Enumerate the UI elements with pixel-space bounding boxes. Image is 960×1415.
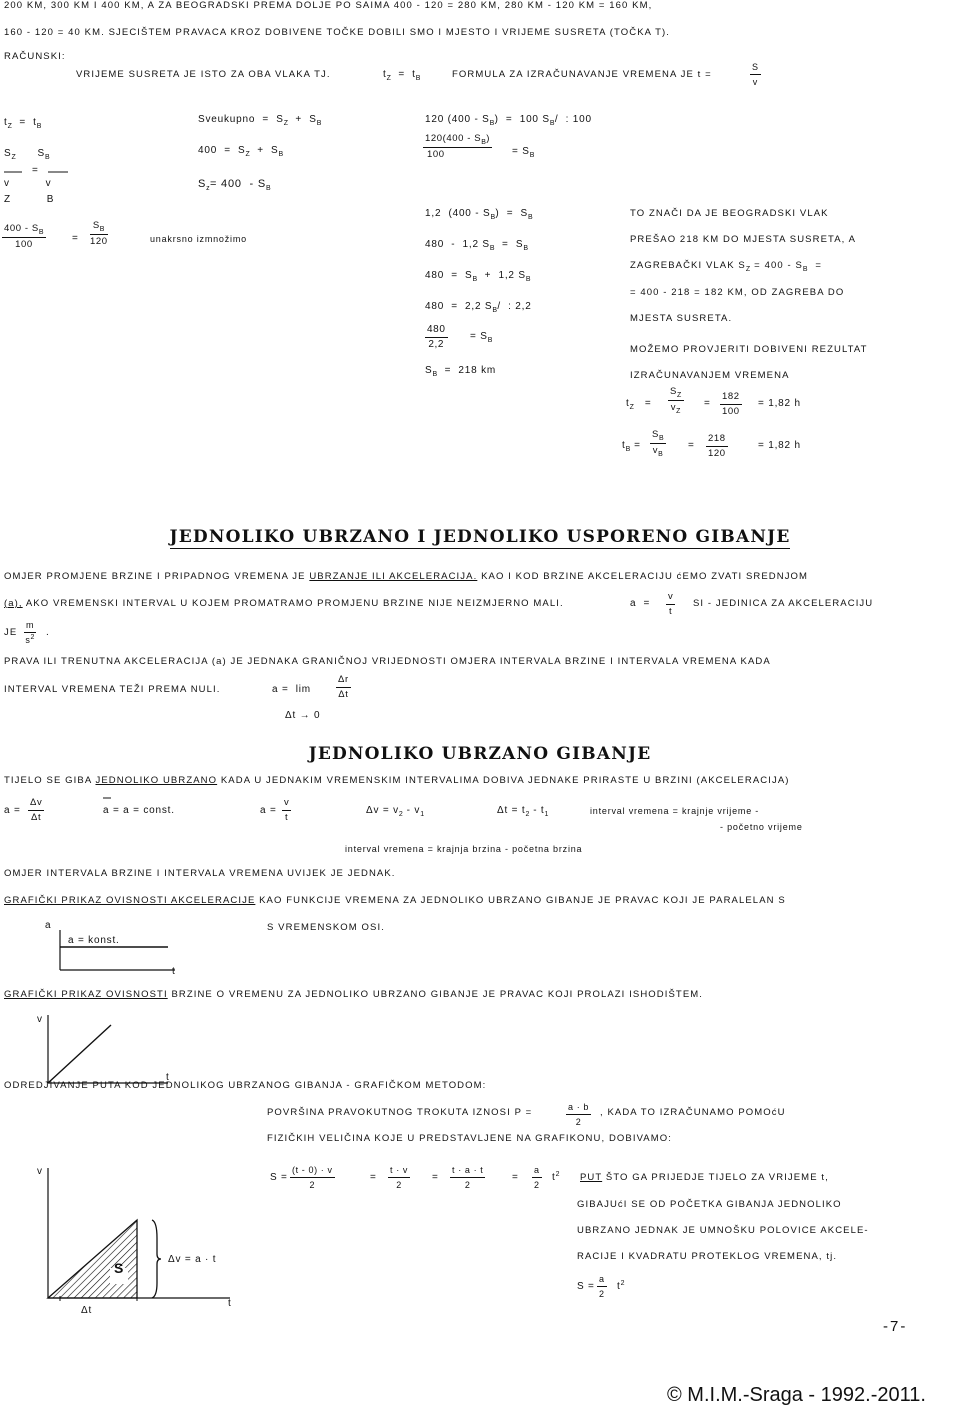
s1-frac-m-s2: m $s^2$: [25, 620, 35, 645]
overline-a: [103, 797, 113, 800]
eq-equals-2: =: [72, 233, 79, 244]
s1-dt0: Δt → 0: [285, 710, 321, 721]
graph1-axis-t: t: [172, 966, 176, 977]
s1-period: .: [46, 627, 50, 638]
graph2-axis-t: t: [166, 1072, 170, 1083]
s1-frac-v-t: v t: [668, 591, 674, 617]
eq-12-400-sb: 1,2 $(400 - S_B) = S_B$: [425, 208, 533, 221]
section2-title: JEDNOLIKO UBRZANO GIBANJE: [308, 744, 652, 764]
eq-equals: =: [32, 165, 39, 176]
graph2-v-linear: [48, 1015, 173, 1087]
eq-480-12sb: 480 - 1,2 $S_B = S_B$: [425, 239, 529, 252]
eq-z-b: Z B: [4, 194, 55, 205]
s2-frac-dv-dt: Δv Δt: [30, 797, 43, 823]
eq-s-2: =: [432, 1172, 439, 1183]
eq-v-v: v v: [4, 178, 52, 189]
s2-dv-eq: $\Delta v = v_2 - v_1$: [366, 805, 425, 818]
top-line-3: VRIJEME SUSRETA JE ISTO ZA OBA VLAKA TJ.: [76, 69, 331, 80]
s2-interval1: interval vremena = krajnje vrijeme -: [590, 806, 760, 816]
s2-interval2: - početno vrijeme: [720, 822, 803, 832]
page-number: -7-: [883, 1318, 908, 1335]
frac-182-100: 182 100: [722, 391, 740, 417]
graph3-triangle: [48, 1168, 233, 1303]
eq-tz-tb: $t_Z = t_B$: [4, 117, 42, 130]
s1-frac-dr-dt: Δr Δt: [338, 674, 349, 700]
frac-a-2b: a 2: [599, 1274, 605, 1299]
s2-a-eq: a =: [4, 805, 21, 816]
s1-p2: (a), AKO VREMENSKI INTERVAL U KOJEM PROMATRAMO PROMJENU BRZINE NIJE NEIZMJERNO MALI.: [4, 598, 564, 609]
s2-frac-v-t: v t: [284, 797, 290, 823]
frac-400-sb-over-100: $400 - S_B$ 100: [4, 223, 44, 250]
eq-sz-400-sb: $S_z= 400 - S_B$: [198, 178, 271, 192]
frac-120-400-sb: $120(400 - S_B)$ 100: [425, 133, 490, 160]
frac-480-22: 480 2,2: [427, 324, 446, 350]
eq-480-22sb: 480 = 2,2 $S_B/$ : 2,2: [425, 301, 532, 314]
eq-tb: $t_B$ =: [622, 440, 641, 453]
s2-fizickih: FIZIČKIH VELIČINA KOJE U PREDSTAVLJENE NA GRAFIKONU, DOBIVAMO:: [267, 1133, 672, 1144]
result-tz: = 1,82 h: [758, 398, 801, 409]
formula-s-over-v: S v: [752, 62, 759, 87]
frac-sb-vb: $S_B$ $v_B$: [652, 429, 664, 458]
top-line-2: 160 - 120 = 40 KM. SJECIŠTEM PRAVACA KROZ DOBIVENE TOČKE DOBILI SMO I MJESTO I VRIJEME SUSRETA (TOČKA T).: [4, 27, 671, 38]
eq-equals-r2: =: [688, 440, 695, 451]
eq-s-3: =: [512, 1172, 519, 1183]
racunski-label: RAČUNSKI:: [4, 51, 66, 62]
s-final-eq: S =: [577, 1281, 595, 1292]
frac-sz-vz: $S_Z$ $v_Z$: [670, 386, 682, 415]
s1-p3: JE: [4, 627, 18, 638]
s2-graf1c: S VREMENSKOM OSI.: [267, 922, 385, 933]
s1-a-eq: a =: [630, 598, 651, 609]
s1-p2c: SI - JEDINICA ZA AKCELERACIJU: [693, 598, 874, 609]
frac-218-120: 218 120: [708, 433, 726, 459]
graph3-dv-eq: Δv = a · t: [168, 1254, 217, 1265]
frac-sb-over-120: $S_B$ 120: [90, 220, 108, 247]
eq-sb-218: $S_B = 218$ km: [425, 365, 497, 378]
s2-p1: TIJELO SE GIBA JEDNOLIKO UBRZANO KADA U JEDNAKIM VREMENSKIM INTERVALIMA DOBIVA JEDNAKE PRIRASTE U BRZINI (AKCELERACIJA): [4, 775, 790, 786]
frac-tv-2: t · v 2: [390, 1165, 408, 1190]
right-l3: ZAGREBAČKI VLAK $S_Z = 400 - S_B$ =: [630, 260, 823, 273]
frac-a-2: a 2: [534, 1165, 540, 1190]
graph3-axis-v: v: [37, 1166, 43, 1177]
s2-kada: , KADA TO IZRAČUNAMO POMOćU: [600, 1107, 786, 1118]
right-l1: TO ZNAČI DA JE BEOGRADSKI VLAK: [630, 208, 829, 219]
graph1-axis-a: a: [45, 920, 52, 931]
frac-ab-2: a · b 2: [568, 1102, 590, 1127]
right-l4: = 400 - 218 = 182 KM, OD ZAGREBA DO: [630, 287, 845, 298]
s2-omjer: OMJER INTERVALA BRZINE I INTERVALA VREMENA UVIJEK JE JEDNAK.: [4, 868, 396, 879]
s2-graf2: GRAFIČKI PRIKAZ OVISNOSTI BRZINE O VREMENU ZA JEDNOLIKO UBRZANO GIBANJE JE PRAVAC KOJI PROLAZI ISHODIŠTEM.: [4, 989, 704, 1000]
top-line-1: 200 KM, 300 KM I 400 KM, A ZA BEOGRADSKI PREMA DOLJE PO SAIMA 400 - 120 = 280 KM, 280 KM - 120 KM = 160 KM,: [4, 0, 653, 11]
graph3-axis-t: t: [228, 1298, 232, 1309]
eq-480-sb-12sb: $480 = S_B + 1,2$ $S_B$: [425, 270, 531, 283]
s2-a-eq2: a =: [260, 805, 277, 816]
s2-povrsina: POVRŠINA PRAVOKUTNOG TROKUTA IZNOSI P =: [267, 1107, 533, 1118]
eq-tz: $t_Z$ =: [626, 398, 652, 411]
graph1-akonst: a = konst.: [68, 935, 120, 946]
eq-sb: = $S_B$: [512, 146, 535, 159]
s2-r3: RACIJE I KVADRATU PROTEKLOG VREMENA, tj.: [577, 1251, 838, 1262]
s2-const: a = a = const.: [103, 805, 175, 816]
right-l2: PREŠAO 218 KM DO MJESTA SUSRETA, A: [630, 234, 857, 245]
eq-s-1: =: [370, 1172, 377, 1183]
s1-a-lim: a = lim: [272, 684, 311, 695]
graph3-s-label: S: [114, 1260, 125, 1276]
right-l7: IZRAČUNAVANJEM VREMENA: [630, 370, 790, 381]
s2-dt-eq: $\Delta t = t_2 - t_1$: [497, 805, 549, 818]
s1-p4: PRAVA ILI TRENUTNA AKCELERACIJA (a) JE JEDNAKA GRANIČNOJ VRIJEDNOSTI OMJERA INTERVALA BRZINE I INTERVALA VREMENA KADA: [4, 656, 771, 667]
s2-put: PUT ŠTO GA PRIJEDJE TIJELO ZA VRIJEME t,: [580, 1172, 829, 1183]
s2-r2: UBRZANO JEDNAK JE UMNOŠKU POLOVICE AKCELE-: [577, 1225, 869, 1236]
s2-interval3: interval vremena = krajnja brzina - početna brzina: [345, 844, 583, 854]
unakrsno-note: unakrsno izmnožimo: [150, 234, 247, 244]
frac-t0v-2: (t - 0) · v 2: [292, 1165, 333, 1190]
copyright: © M.I.M.-Sraga - 1992.-2011.: [667, 1384, 926, 1406]
graph3-dt: Δt: [81, 1305, 93, 1316]
t-squared: $t^2$: [552, 1171, 560, 1183]
s-formula-start: S =: [270, 1172, 288, 1183]
s2-graf1: GRAFIČKI PRIKAZ OVISNOSTI AKCELERACIJE KAO FUNKCIJE VREMENA ZA JEDNOLIKO UBRZANO GIBANJE JE PRAVAC KOJI JE PARALELAN S: [4, 895, 786, 906]
right-l5: MJESTA SUSRETA.: [630, 313, 733, 324]
eq-sb-2: = $S_B$: [470, 331, 493, 344]
frac-tat-2: t · a · t 2: [452, 1165, 484, 1190]
top-line-3b: FORMULA ZA IZRAČUNAVANJE VREMENA JE t =: [452, 69, 712, 80]
t-squared-2: $t^2$: [617, 1280, 625, 1292]
eq-equals-r: =: [704, 398, 711, 409]
eq-400-sz-sb: $400 = S_Z + S_B$: [198, 145, 284, 158]
sveukupno-eq: Sveukupno = $S_Z + S_B$: [198, 114, 322, 127]
right-l6: MOŽEMO PROVJERITI DOBIVENI REZULTAT: [630, 344, 868, 355]
s2-odred: ODREDJIVANJE PUTA KOD JEDNOLIKOG UBRZANOG GIBANJA - GRAFIČKOM METODOM:: [4, 1080, 487, 1091]
graph1-a-const: [60, 930, 180, 975]
s1-p1: OMJER PROMJENE BRZINE I PRIPADNOG VREMENA JE UBRZANJE ILI AKCELERACIJA. KAO I KOD BRZINE AKCELERACIJU ćEMO ZVATI SREDNJOM: [4, 571, 809, 582]
s1-p5: INTERVAL VREMENA TEŽI PREMA NULI.: [4, 684, 221, 695]
section1-title: JEDNOLIKO UBRZANO I JEDNOLIKO USPORENO GIBANJE: [169, 527, 791, 547]
eq-120-400-sb: 120 $(400 - S_B) = 100$ $S_B/$ : 100: [425, 114, 592, 127]
graph2-axis-v: v: [37, 1014, 43, 1025]
s2-r1: GIBAJUćI SE OD POČETKA GIBANJA JEDNOLIKO: [577, 1199, 842, 1210]
eq-sz-sb: $S_Z$ $S_B$: [4, 148, 50, 161]
formula-tz-tb: $t_Z = t_B$: [383, 69, 421, 82]
result-tb: = 1,82 h: [758, 440, 801, 451]
